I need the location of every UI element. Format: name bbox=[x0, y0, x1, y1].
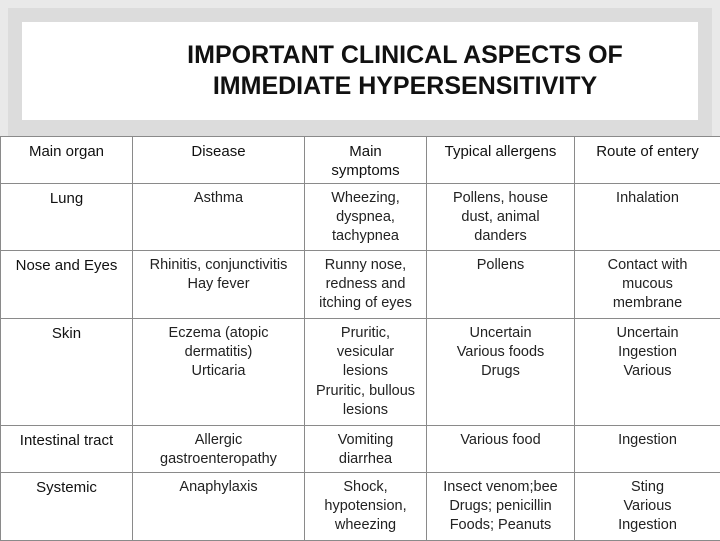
cell-symptoms bbox=[305, 184, 427, 251]
cell-symptoms bbox=[305, 473, 427, 541]
cell-text: Systemic bbox=[4, 478, 129, 497]
cell-text: Various foods bbox=[430, 343, 571, 362]
title-box bbox=[22, 22, 698, 120]
cell-symptoms bbox=[305, 426, 427, 473]
cell-disease bbox=[133, 319, 305, 426]
cell-organ bbox=[1, 426, 133, 473]
cell-organ bbox=[1, 473, 133, 541]
cell-text: Vomiting bbox=[308, 431, 423, 450]
table-row bbox=[1, 319, 720, 426]
cell-text: Drugs; penicillin bbox=[430, 497, 571, 516]
header-main-organ-text: Main organ bbox=[4, 142, 129, 161]
cell-text: Inhalation bbox=[578, 189, 717, 208]
cell-text: Ingestion bbox=[578, 431, 717, 450]
cell-text: Pruritic, bbox=[308, 324, 423, 343]
title-line-2: IMMEDIATE HYPERSENSITIVITY bbox=[187, 71, 623, 102]
cell-text: Anaphylaxis bbox=[136, 478, 301, 497]
cell-text: danders bbox=[430, 227, 571, 246]
table-container bbox=[0, 136, 720, 540]
header-disease-text: Disease bbox=[136, 142, 301, 161]
cell-allergens bbox=[427, 426, 575, 473]
cell-text: redness and bbox=[308, 275, 423, 294]
header-route-text: Route of entery bbox=[578, 142, 717, 161]
cell-text: Nose and Eyes bbox=[4, 256, 129, 275]
table-header-row bbox=[1, 137, 720, 184]
cell-text: dyspnea, bbox=[308, 208, 423, 227]
table-row bbox=[1, 426, 720, 473]
cell-text: Urticaria bbox=[136, 362, 301, 381]
cell-text: Rhinitis, conjunctivitis bbox=[136, 256, 301, 275]
cell-symptoms bbox=[305, 319, 427, 426]
table-row bbox=[1, 251, 720, 319]
cell-text: Shock, bbox=[308, 478, 423, 497]
cell-text: Asthma bbox=[136, 189, 301, 208]
cell-text: Various food bbox=[430, 431, 571, 450]
cell-organ bbox=[1, 319, 133, 426]
cell-text: gastroenteropathy bbox=[136, 450, 301, 469]
cell-text: Runny nose, bbox=[308, 256, 423, 275]
cell-text: Foods; Peanuts bbox=[430, 516, 571, 535]
cell-text: lesions bbox=[308, 401, 423, 420]
cell-text: dermatitis) bbox=[136, 343, 301, 362]
cell-text: Various bbox=[578, 362, 717, 381]
header-main-symptoms-text: Main bbox=[308, 142, 423, 161]
table-row bbox=[1, 473, 720, 541]
cell-text: Drugs bbox=[430, 362, 571, 381]
cell-disease bbox=[133, 473, 305, 541]
cell-text: itching of eyes bbox=[308, 294, 423, 313]
cell-allergens bbox=[427, 184, 575, 251]
cell-text: Eczema (atopic bbox=[136, 324, 301, 343]
header-disease bbox=[133, 137, 305, 184]
cell-disease bbox=[133, 426, 305, 473]
cell-text: Various bbox=[578, 497, 717, 516]
table-row bbox=[1, 184, 720, 251]
header-typical-allergens bbox=[427, 137, 575, 184]
cell-allergens bbox=[427, 473, 575, 541]
cell-text: membrane bbox=[578, 294, 717, 313]
cell-text: Ingestion bbox=[578, 343, 717, 362]
cell-text: Ingestion bbox=[578, 516, 717, 535]
cell-text: mucous bbox=[578, 275, 717, 294]
cell-text: Intestinal tract bbox=[4, 431, 129, 450]
cell-route bbox=[575, 473, 720, 541]
cell-text: Contact with bbox=[578, 256, 717, 275]
cell-text: Pollens bbox=[430, 256, 571, 275]
cell-symptoms bbox=[305, 251, 427, 319]
cell-organ bbox=[1, 251, 133, 319]
header-route-of-entry bbox=[575, 137, 720, 184]
cell-text: tachypnea bbox=[308, 227, 423, 246]
header-typical-allergens-text: Typical allergens bbox=[430, 142, 571, 161]
header-main-organ bbox=[1, 137, 133, 184]
title-line-1: IMPORTANT CLINICAL ASPECTS OF bbox=[187, 40, 623, 71]
cell-text: diarrhea bbox=[308, 450, 423, 469]
cell-text: Wheezing, bbox=[308, 189, 423, 208]
cell-text: hypotension, bbox=[308, 497, 423, 516]
cell-text: Pruritic, bullous bbox=[308, 382, 423, 401]
cell-organ bbox=[1, 184, 133, 251]
cell-text: Lung bbox=[4, 189, 129, 208]
cell-text: Pollens, house bbox=[430, 189, 571, 208]
cell-route bbox=[575, 184, 720, 251]
cell-allergens bbox=[427, 319, 575, 426]
cell-text: Hay fever bbox=[136, 275, 301, 294]
cell-text: lesions bbox=[308, 362, 423, 381]
cell-disease bbox=[133, 251, 305, 319]
cell-text: Skin bbox=[4, 324, 129, 343]
cell-allergens bbox=[427, 251, 575, 319]
cell-text: Uncertain bbox=[578, 324, 717, 343]
cell-disease bbox=[133, 184, 305, 251]
cell-text: dust, animal bbox=[430, 208, 571, 227]
header-main-symptoms-text: symptoms bbox=[308, 161, 423, 180]
cell-route bbox=[575, 251, 720, 319]
slide-title bbox=[97, 40, 623, 102]
cell-text: Sting bbox=[578, 478, 717, 497]
header-main-symptoms bbox=[305, 137, 427, 184]
cell-route bbox=[575, 426, 720, 473]
hypersensitivity-table bbox=[0, 136, 720, 541]
cell-route bbox=[575, 319, 720, 426]
cell-text: vesicular bbox=[308, 343, 423, 362]
cell-text: Uncertain bbox=[430, 324, 571, 343]
cell-text: Allergic bbox=[136, 431, 301, 450]
cell-text: Insect venom;bee bbox=[430, 478, 571, 497]
cell-text: wheezing bbox=[308, 516, 423, 535]
